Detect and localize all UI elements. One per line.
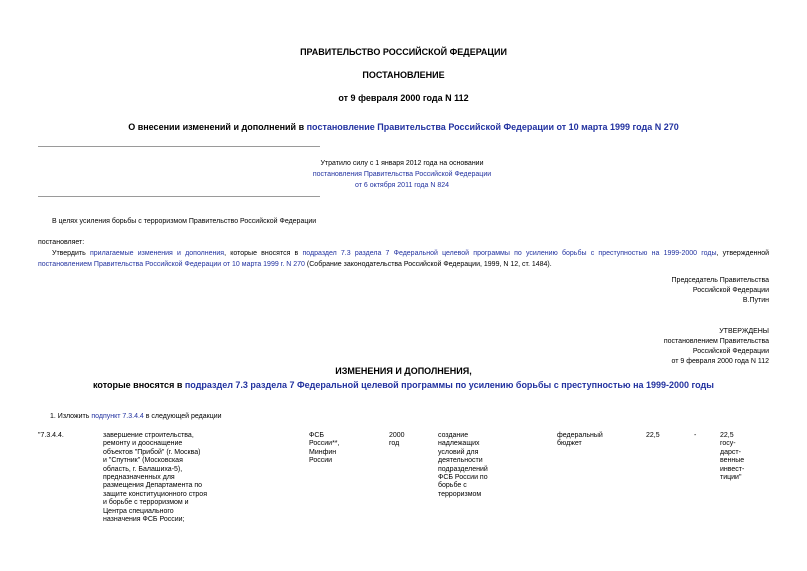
approved-block <box>664 327 769 367</box>
government-name: ПРАВИТЕЛЬСТВО РОССИЙСКОЙ ФЕДЕРАЦИИ <box>300 47 507 57</box>
changes-subtitle-prefix: которые вносятся в <box>93 380 183 390</box>
description-line: Центра специального <box>103 507 174 515</box>
item-link[interactable]: подпункт 7.3.4.4 <box>91 413 144 420</box>
row-total <box>720 432 744 482</box>
row-executor <box>309 432 339 466</box>
signature-block <box>672 276 769 306</box>
row-description <box>103 432 207 524</box>
item-text-1: 1. Изложить <box>50 413 90 420</box>
source-line: федеральный <box>557 432 603 439</box>
document-date-number: от 9 февраля 2000 года N 112 <box>338 93 469 103</box>
signature-name: В.Путин <box>742 297 769 304</box>
description-line: завершение строительства, <box>103 432 194 439</box>
description-line: назначения ФСБ России; <box>103 516 185 524</box>
result-line: терроризмом <box>438 490 482 498</box>
description-line: размещения Департамента по <box>103 482 203 490</box>
notice-top-divider <box>38 146 320 147</box>
term-line: год <box>389 440 400 448</box>
document-type: ПОСТАНОВЛЕНИЕ <box>362 70 445 80</box>
description-line: и борьбе с терроризмом и <box>103 499 189 507</box>
paragraph-text-1: Утвердить <box>52 250 86 257</box>
total-line: тиции" <box>720 474 742 482</box>
row-source <box>557 432 603 449</box>
main-paragraph <box>38 248 769 270</box>
description-line: предназначенных для <box>103 474 175 482</box>
description-line: и "Спутник" (Московская <box>103 457 183 465</box>
title-link[interactable]: постановление Правительства Российской Федерации от 10 марта 1999 года N 270 <box>306 122 679 132</box>
signature-line-1: Председатель Правительства <box>671 277 769 284</box>
paragraph-text-2: , которые вносятся в <box>224 250 299 257</box>
intro-text: В целях усиления борьбы с терроризмом Правительство Российской Федерации <box>52 218 317 225</box>
item-text-2: в следующей редакции <box>145 413 222 420</box>
approved-line-2: постановлением Правительства <box>663 338 769 345</box>
notice-block <box>300 158 504 191</box>
description-line: ремонту и дооснащение <box>103 440 183 448</box>
paragraph-text-4: (Собрание законодательства Российской Федерации, 1999, N 12, ст. 1484). <box>306 261 552 268</box>
notice-link-1[interactable]: постановления Правительства Российской Федерации <box>312 171 492 178</box>
description-line: защите конституционного строя <box>103 490 207 498</box>
result-line: деятельности <box>438 457 483 465</box>
executor-line: Минфин <box>309 448 337 456</box>
approved-line-4: от 9 февраля 2000 года N 112 <box>671 358 769 365</box>
changes-subtitle <box>0 380 807 390</box>
changes-subtitle-link[interactable]: подраздел 7.3 раздела 7 Федеральной целевой программы по усилению борьбы с преступностью на 1999-2000 годы <box>184 380 714 390</box>
source-line: бюджет <box>557 440 582 448</box>
decides-text: постановляет: <box>38 239 85 246</box>
notice-bottom-divider <box>38 196 320 197</box>
result-line: подразделений <box>438 465 488 473</box>
result-line: создание <box>438 432 469 439</box>
notice-line-1: Утратило силу с 1 января 2012 года на основании <box>320 160 484 167</box>
total-line: дарст- <box>720 448 741 456</box>
total-line: госу- <box>720 440 736 448</box>
result-line: ФСБ России по <box>438 474 488 482</box>
result-line: борьбе с <box>438 482 467 490</box>
description-line: объектов "Прибой" (г. Москва) <box>103 448 201 456</box>
signature-line-2: Российской Федерации <box>692 287 769 294</box>
resolution-link[interactable]: постановлением Правительства Российской Федерации от 10 марта 1999 г. N 270 <box>38 261 305 268</box>
row-amount: 22,5 <box>646 432 660 439</box>
approved-line-3: Российской Федерации <box>692 348 769 355</box>
term-line: 2000 <box>389 432 405 439</box>
document-title <box>0 122 807 132</box>
change-item-1 <box>50 411 650 422</box>
total-line: инвест- <box>720 465 745 473</box>
description-line: область, г. Балашиха-5), <box>103 465 183 473</box>
executor-line: ФСБ <box>309 432 324 439</box>
row-term <box>389 432 405 449</box>
changes-title: ИЗМЕНЕНИЯ И ДОПОЛНЕНИЯ, <box>335 366 472 376</box>
subsection-link[interactable]: подраздел 7.3 раздела 7 Федеральной целевой программы по усилению борьбы с преступностью на 1999-2000 годы <box>302 250 717 257</box>
total-line: 22,5 <box>720 432 734 439</box>
result-line: условий для <box>438 448 479 456</box>
executor-line: России**, <box>309 440 340 448</box>
notice-link-2[interactable]: от 6 октября 2011 года N 824 <box>354 182 450 189</box>
row-result <box>438 432 488 499</box>
result-line: надлежащих <box>438 440 480 448</box>
title-prefix: О внесении изменений и дополнений в <box>128 122 305 132</box>
changes-link[interactable]: прилагаемые изменения и дополнения <box>90 250 225 257</box>
row-dash: - <box>694 432 697 439</box>
total-line: венные <box>720 457 745 465</box>
row-number: "7.3.4.4. <box>38 432 64 439</box>
paragraph-text-3: , утвержденной <box>716 250 770 257</box>
approved-line-1: УТВЕРЖДЕНЫ <box>719 328 769 335</box>
executor-line: России <box>309 457 333 465</box>
